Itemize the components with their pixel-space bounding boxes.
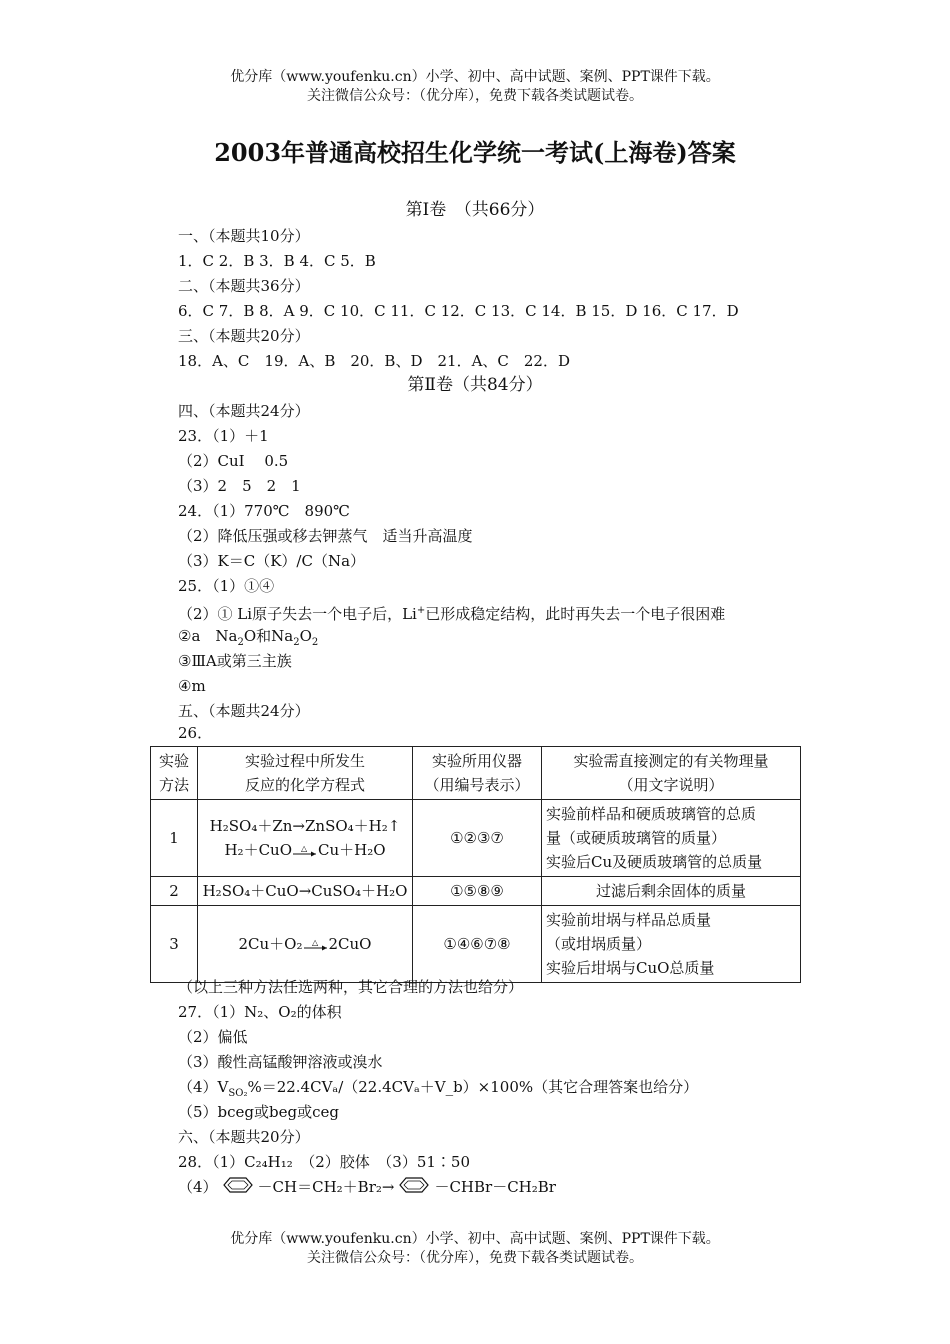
- answers-18-22: 18．A、C 19．A、B 20．B、D 21．A、C 22．D: [178, 352, 570, 370]
- q25-2: （2）① Li原子失去一个电子后，Li+已形成稳定结构，此时再失去一个电子很困难: [178, 605, 726, 623]
- document-title: 2003年普通高校招生化学统一考试(上海卷)答案: [214, 138, 736, 167]
- q23-3: （3）2 5 2 1: [178, 477, 301, 495]
- section-1-heading: 一、（本题共10分）: [178, 227, 310, 245]
- q25-5: ④m: [178, 677, 206, 695]
- section-5-heading: 五、（本题共24分）: [178, 702, 310, 720]
- header-line-1: 优分库（www.youfenku.cn）小学、初中、高中试题、案例、PPT课件下载。: [230, 69, 720, 85]
- page-header: [0, 68, 950, 106]
- page-footer: [0, 1230, 950, 1268]
- q27-2: （2）偏低: [178, 1028, 248, 1046]
- q25-4: ③ⅢA或第三主族: [178, 652, 292, 670]
- col-instrument: 实验所用仪器 （用编号表示）: [413, 747, 542, 800]
- table-header-row: [151, 747, 801, 800]
- q27-3: （3）酸性高锰酸钾溶液或溴水: [178, 1053, 383, 1071]
- table-row: 2 H₂SO₄＋CuO→CuSO₄＋H₂O ①⑤⑧⑨ 过滤后剩余固体的质量: [151, 877, 801, 906]
- q27-4: $(4)V_{SO_2}\%=22.4CV_a/(22.4CV_a+V\_b)\times 100\%$（其它合理答案也给分）: [178, 1078, 699, 1099]
- part1-heading: 第Ⅰ卷 （共66分）: [405, 200, 545, 220]
- table-row: 1 H₂SO₄＋Zn→ZnSO₄＋H₂↑ H₂＋CuO △ Cu＋H₂O ①②③⑦ 实验前样品和硬质玻璃管的总质 量（或硬质玻璃管的质量） 实验后Cu及硬质玻璃管的总质量: [151, 800, 801, 877]
- footer-line-1: 优分库（www.youfenku.cn）小学、初中、高中试题、案例、PPT课件下载。: [230, 1231, 720, 1247]
- heat-arrow-icon: [303, 938, 329, 952]
- experiment-table: [150, 746, 801, 983]
- section-3-heading: 三、（本题共20分）: [178, 327, 310, 345]
- table-row: 3 2Cu＋O₂ △ 2CuO ①④⑥⑦⑧ 实验前坩埚与样品总质量 （或坩埚质量） 实验后坩埚与CuO总质量: [151, 906, 801, 983]
- q24-2: （2）降低压强或移去钾蒸气 适当升高温度: [178, 527, 473, 545]
- svg-text:△: △: [301, 844, 308, 853]
- q25-1: 25．（1）①④: [178, 577, 275, 595]
- q25-3: ②a $Na_2O$和$Na_2O_2$: [178, 627, 319, 648]
- heat-arrow-icon: [292, 844, 318, 858]
- section-2-heading: 二、（本题共36分）: [178, 277, 310, 295]
- q27-5: （5）bceg或beg或ceg: [178, 1103, 339, 1121]
- svg-text:△: △: [311, 938, 318, 947]
- q24-3: （3）K＝C（K）/C（Na）: [178, 552, 366, 570]
- answers-6-17: 6．C 7．B 8．A 9．C 10．C 11．C 12．C 13．C 14．B 15．D 16．C 17．D: [178, 302, 739, 320]
- q28-1: 28．（1）C₂₄H₁₂ （2）胶体 （3）51∶50: [178, 1153, 471, 1171]
- q26-label: 26．: [178, 724, 213, 742]
- q23-2: （2）CuI 0.5: [178, 452, 289, 470]
- answers-1-5: 1．C 2．B 3．B 4．C 5．B: [178, 252, 376, 270]
- q24-1: 24．（1）770℃ 890℃: [178, 502, 350, 520]
- method-note: （以上三种方法任选两种，其它合理的方法也给分）: [178, 978, 524, 996]
- q23-1: 23．（1）＋1: [178, 427, 269, 445]
- footer-line-2: 关注微信公众号：（优分库），免费下载各类试题试卷。: [307, 1250, 643, 1266]
- col-equation: 实验过程中所发生 反应的化学方程式: [198, 747, 413, 800]
- benzene-ring-icon: [394, 1176, 434, 1200]
- part2-heading: 第Ⅱ卷（共84分）: [407, 375, 543, 395]
- benzene-ring-icon: [218, 1176, 258, 1200]
- section-4-heading: 四、（本题共24分）: [178, 402, 310, 420]
- q27-1: 27．（1）N₂、O₂的体积: [178, 1003, 342, 1021]
- col-measure: 实验需直接测定的有关物理量 （用文字说明）: [542, 747, 801, 800]
- q28-2: （4） －CH＝CH₂＋Br₂→ －CHBr－CH₂Br: [178, 1176, 556, 1200]
- section-6-heading: 六、（本题共20分）: [178, 1128, 310, 1146]
- header-line-2: 关注微信公众号：（优分库），免费下载各类试题试卷。: [307, 88, 643, 104]
- col-method: 实验 方法: [151, 747, 198, 800]
